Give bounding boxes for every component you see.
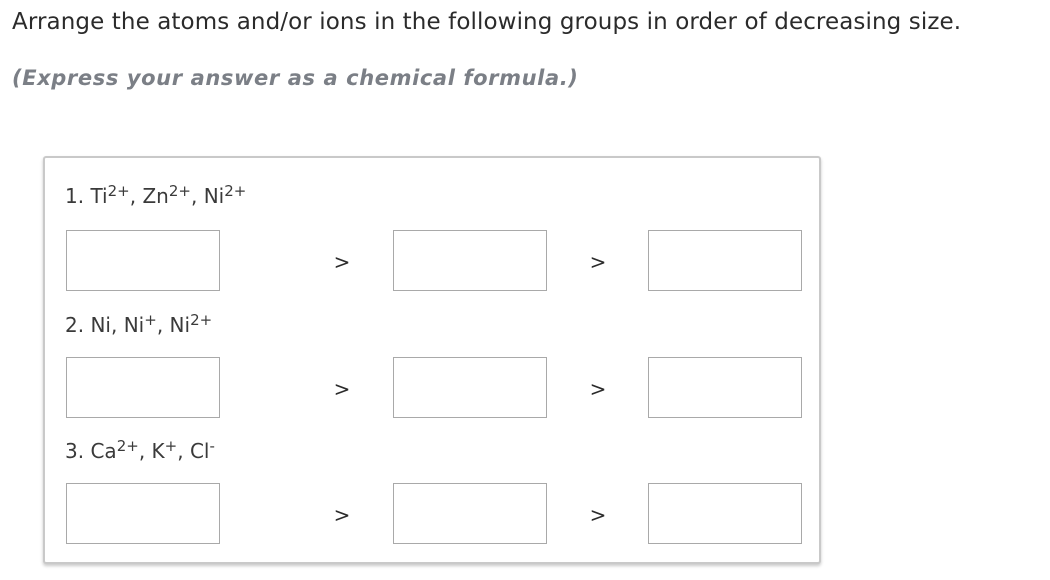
group-1-answer-2-input[interactable] bbox=[393, 230, 547, 291]
species-symbol: Ni bbox=[90, 313, 111, 337]
species-separator: , bbox=[138, 439, 152, 463]
group-2-answer-2-input[interactable] bbox=[393, 357, 547, 418]
greater-than-symbol: > bbox=[589, 250, 607, 274]
greater-than-symbol: > bbox=[589, 503, 607, 527]
group-3-answer-3-input[interactable] bbox=[648, 483, 802, 544]
species-symbol: Ni bbox=[203, 184, 225, 208]
species-separator: , bbox=[190, 184, 204, 208]
group-3-answer-1-input[interactable] bbox=[66, 483, 220, 544]
species-symbol: Ti bbox=[90, 184, 108, 208]
group-1-label bbox=[65, 184, 246, 208]
group-3-answer-2-input[interactable] bbox=[393, 483, 547, 544]
group-number: 3. bbox=[65, 439, 85, 463]
species-separator: , bbox=[156, 313, 170, 337]
greater-than-symbol: > bbox=[333, 503, 351, 527]
group-1-answer-1-input[interactable] bbox=[66, 230, 220, 291]
instruction-text: (Express your answer as a chemical formula.) bbox=[12, 66, 579, 90]
species-charge: 2+ bbox=[116, 437, 139, 455]
species-separator: , bbox=[110, 313, 124, 337]
greater-than-symbol: > bbox=[333, 377, 351, 401]
group-number: 1. bbox=[65, 184, 85, 208]
species-charge: 2+ bbox=[190, 311, 213, 329]
species-symbol: K bbox=[151, 439, 165, 463]
answer-panel bbox=[43, 156, 821, 564]
species-symbol: Ca bbox=[90, 439, 117, 463]
species-charge: - bbox=[209, 437, 215, 455]
species-charge: 2+ bbox=[107, 182, 130, 200]
species-charge: 2+ bbox=[168, 182, 191, 200]
question-text: Arrange the atoms and/or ions in the following groups in order of decreasing size. bbox=[12, 9, 962, 35]
group-2-answer-1-input[interactable] bbox=[66, 357, 220, 418]
group-1-answer-3-input[interactable] bbox=[648, 230, 802, 291]
species-separator: , bbox=[177, 439, 190, 463]
group-2-label bbox=[65, 313, 212, 337]
species-charge: + bbox=[164, 437, 178, 455]
group-number: 2. bbox=[65, 313, 85, 337]
species-symbol: Ni bbox=[169, 313, 191, 337]
species-symbol: Cl bbox=[189, 439, 210, 463]
species-symbol: Zn bbox=[142, 184, 169, 208]
species-symbol: Ni bbox=[123, 313, 145, 337]
greater-than-symbol: > bbox=[333, 250, 351, 274]
species-charge: + bbox=[144, 311, 157, 329]
species-charge: 2+ bbox=[224, 182, 247, 200]
group-2-answer-3-input[interactable] bbox=[648, 357, 802, 418]
group-3-label bbox=[65, 439, 215, 463]
greater-than-symbol: > bbox=[589, 377, 607, 401]
species-separator: , bbox=[129, 184, 143, 208]
